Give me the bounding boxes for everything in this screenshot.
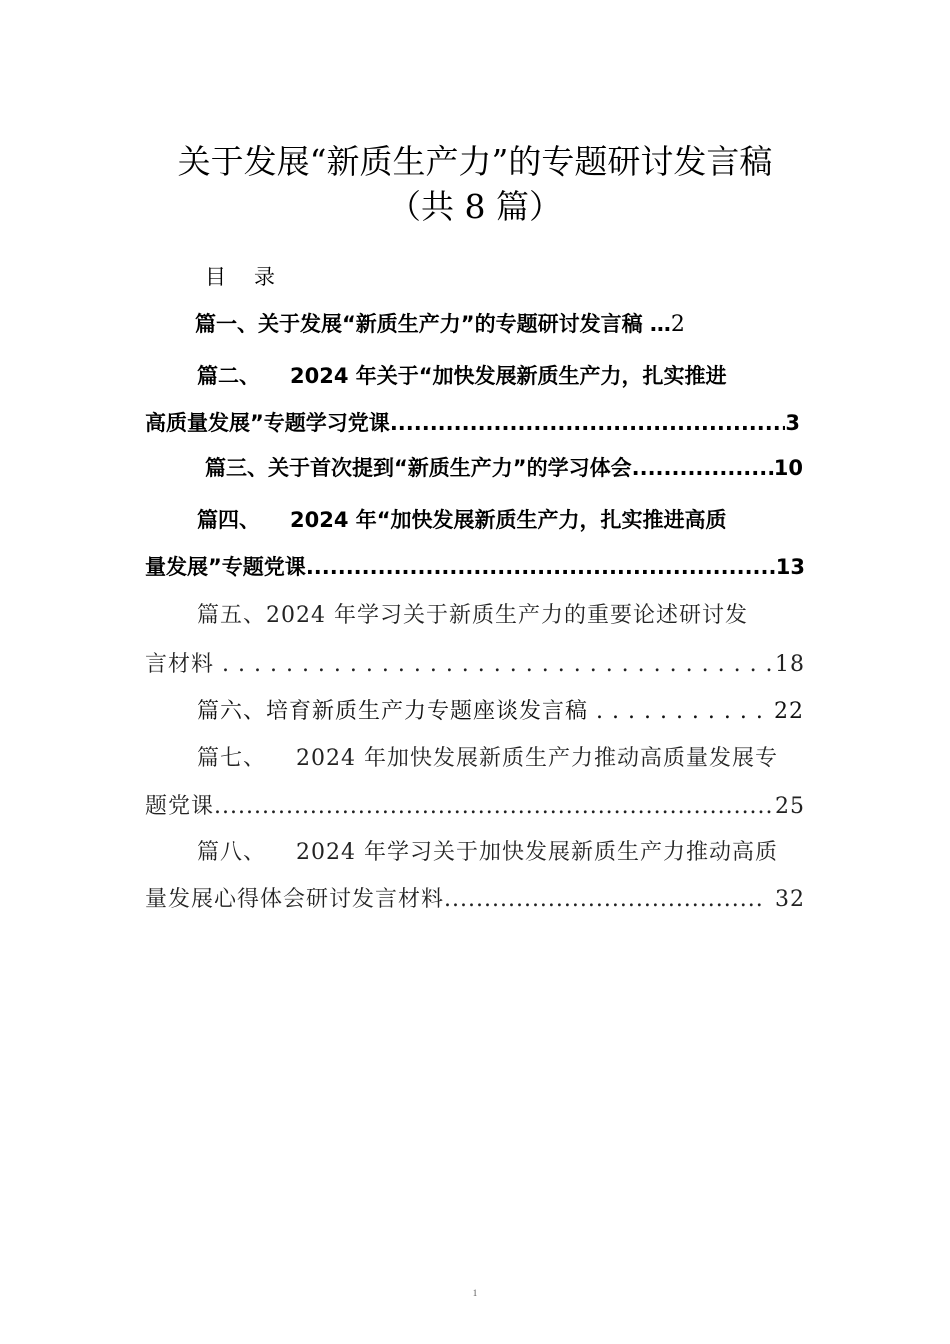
toc-entry-6-leader (596, 699, 774, 724)
toc-entry-7-title-cont: 题党课 (145, 794, 215, 819)
toc-entry-7-title: 2024 年加快发展新质生产力推动高质量发展专 (296, 746, 778, 771)
document-subtitle: （共 8 篇） (388, 187, 562, 226)
toc-entry-8-title: 2024 年学习关于加快发展新质生产力推动高质 (296, 840, 778, 865)
page-number: 1 (472, 1288, 478, 1298)
toc-heading (205, 262, 275, 292)
toc-entry-4-title-cont: 量发展”专题党课 (145, 555, 306, 579)
toc-entry-6[interactable] (197, 694, 804, 725)
toc-entry-8-prefix: 篇八、 (197, 840, 267, 865)
toc-entry-8-page: 32 (775, 887, 805, 912)
toc-entry-5-title-cont: 言材料 (145, 652, 215, 677)
document-title: 关于发展“新质生产力”的专题研讨发言稿 (177, 142, 773, 181)
toc-entry-8-line2[interactable] (145, 882, 805, 913)
toc-entry-2-leader (390, 411, 786, 435)
toc-entry-1-page: 2 (670, 312, 685, 337)
toc-entry-3[interactable] (205, 452, 803, 482)
toc-entry-1[interactable] (195, 308, 805, 338)
toc-entry-5-leader (222, 652, 775, 677)
toc-entry-7-leader (214, 794, 775, 819)
toc-entry-8-title-cont: 量发展心得体会研讨发言材料 (145, 887, 445, 912)
toc-heading-right: 录 (254, 265, 275, 289)
toc-entry-4-line2[interactable] (145, 551, 805, 581)
toc-entry-2-line2[interactable] (145, 407, 800, 437)
toc-entry-6-page: 22 (774, 699, 804, 724)
toc-entry-8-leader (444, 887, 761, 912)
toc-entry-6-title: 篇六、培育新质生产力专题座谈发言稿 (197, 699, 589, 724)
toc-entry-5-title: 篇五、2024 年学习关于新质生产力的重要论述研讨发 (197, 603, 748, 628)
toc-entry-5-page: 18 (775, 652, 805, 677)
toc-entry-7-line2[interactable] (145, 789, 805, 820)
toc-entry-3-title: 篇三、关于首次提到“新质生产力”的学习体会 (205, 456, 632, 480)
toc-heading-left: 目 (205, 265, 226, 289)
toc-entry-8-line1[interactable] (197, 835, 804, 866)
toc-entry-2-title-cont: 高质量发展”专题学习党课 (145, 411, 390, 435)
toc-entry-2-title: 2024 年关于“加快发展新质生产力，扎实推进 (290, 364, 727, 388)
toc-entry-2-line1[interactable] (197, 360, 802, 390)
toc-entry-4-page: 13 (775, 555, 805, 579)
toc-entry-1-title: 篇一、关于发展“新质生产力”的专题研讨发言稿 … (195, 312, 671, 336)
toc-entry-3-leader (632, 456, 774, 480)
toc-entry-4-leader (306, 555, 776, 579)
toc-entry-4-prefix: 篇四、 (197, 508, 260, 532)
toc-entry-7-page: 25 (775, 794, 805, 819)
toc-entry-5-line1[interactable] (197, 598, 804, 629)
toc-entry-2-prefix: 篇二、 (197, 364, 260, 388)
toc-entry-4-line1[interactable] (197, 504, 802, 534)
toc-entry-7-prefix: 篇七、 (197, 746, 267, 771)
toc-entry-2-page: 3 (785, 411, 800, 435)
toc-entry-7-line1[interactable] (197, 741, 804, 772)
toc-entry-3-page: 10 (773, 456, 803, 480)
toc-entry-4-title: 2024 年“加快发展新质生产力，扎实推进高质 (290, 508, 727, 532)
toc-entry-5-line2[interactable] (145, 647, 805, 678)
